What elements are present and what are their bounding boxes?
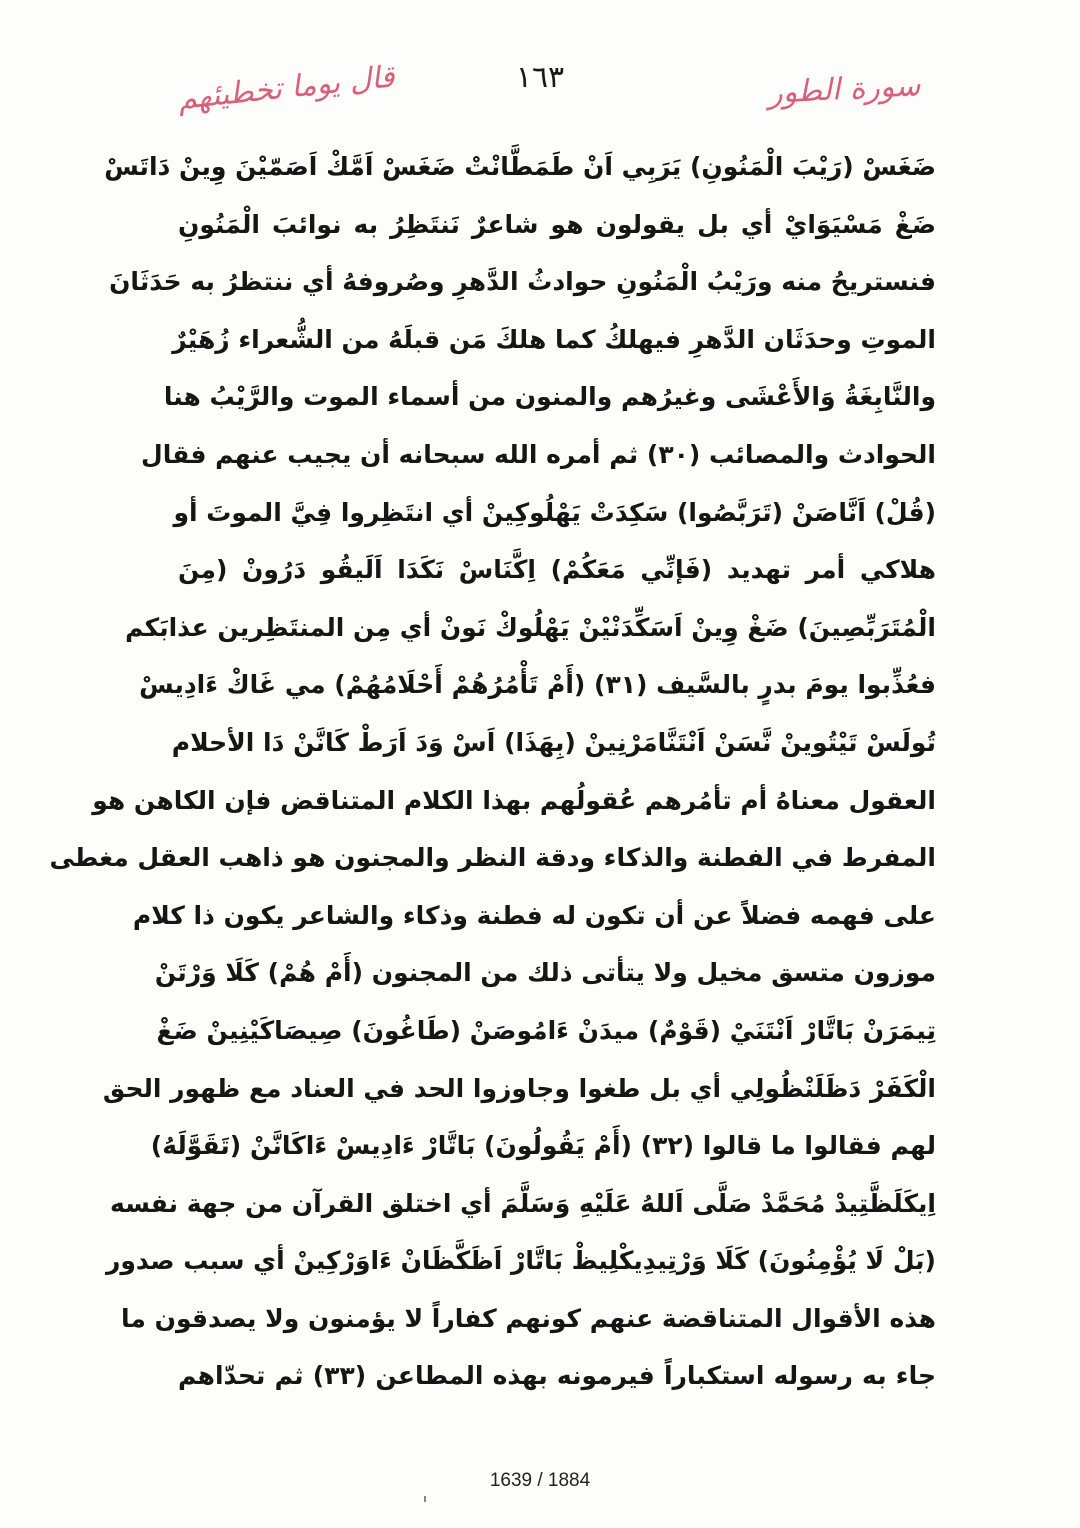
text-line: تُولَسْ تَيْتُوينْ نَّسَنْ اَنْتَنَّامَرْنِينْ (بِهَذَا) اَسْ وَدَ اَرَطْ كَانَّنْ دَا الأحلام (171, 727, 936, 757)
text-line: الموتِ وحدَثَان الدَّهرِ فيهلكُ كما هلكَ مَن قبلَهُ من الشُّعراء زُهَيْرٌ (172, 324, 936, 354)
page-number: ١٦٣ (515, 60, 565, 95)
text-line: ضَغْ مَسْيَوَايْ أي بل يقولون هو شاعرٌ نَنتَظِرُ به نوائبَ الْمَنُونِ (178, 209, 936, 239)
text-line: الحوادث والمصائب (٣٠) ثم أمره الله سبحانه أن يجيب عنهم فقال (141, 439, 936, 469)
scan-speck (424, 1496, 426, 1502)
text-line: (بَلْ لَا يُؤْمِنُونَ) كَلَا وَرْتِيدِيكْلِيظْ بَاتَّارْ اَظَكَّظَانْ ءَاوَرْكِينْ أي سبب صدور (105, 1246, 936, 1276)
text-line: موزون متسق مخيل ولا يتأتى ذلك من المجنون (أَمْ هُمْ) كَلَا وَرْتَنْ (154, 958, 936, 988)
text-line: اِيكَلَظَّتِيدْ مُحَمَّدْ صَلَّى اَللهُ عَلَيْهِ وَسَلَّمَ أي اختلق القرآن من جهة نفسه (110, 1188, 936, 1218)
text-line: الْمُتَرَبِّصِينَ) ضَغْ وِينْ اَسَكِّدَنْيْنْ يَهْلُوكْ نَونْ أي مِن المنتَظِرين عذابَكم (125, 612, 936, 642)
text-line: المفرط في الفطنة والذكاء ودقة النظر والمجنون هو ذاهب العقل مغطى (49, 843, 936, 873)
handwritten-note-left: قال يوما تخطيئهم (176, 59, 397, 117)
text-line: والنَّابِغَةُ وَالأَعْشَى وغيرُهم والمنون من أسماء الموت والرَّيْبُ هنا (163, 382, 936, 412)
text-line: تِيمَرَنْ بَاتَّارْ اَنْتَنَيْ (قَوْمٌ) ميدَنْ ءَامُوصَنْ (طَاغُونَ) صِيصَاكَيْنِينْ ضَغْ (156, 1015, 936, 1045)
text-line: فنستريحُ منه ورَيْبُ الْمَنُونِ حوادثُ الدَّهرِ وصُروفهُ أي ننتظرُ به حَدَثَانَ (109, 267, 936, 297)
text-line: على فهمه فضلاً عن أن تكون له فطنة وذكاء والشاعر يكون ذا كلام (132, 900, 936, 930)
text-line: فعُذِّبوا يومَ بدرٍ بالسَّيف (٣١) (أَمْ تَأْمُرُهُمْ أَحْلَامُهُمْ) مي غَاكْ ءَادِيسْ (139, 670, 936, 700)
text-line: هلاكي أمر تهديد (فَإنِّي مَعَكُمْ) اِكَّنَاسْ نَكَدَا اَلَيقُو دَرُونْ (مِنَ (178, 555, 936, 585)
body-text (49, 138, 936, 1405)
text-line: جاء به رسوله استكباراً فيرمونه بهذه المطاعن (٣٣) ثم تحدّاهم (178, 1361, 936, 1391)
text-line: لهم فقالوا ما قالوا (٣٢) (أَمْ يَقُولُونَ) بَاتَّارْ ءَادِيسْ ءَاكَانَّنْ (تَقَوَّلَهُ) (150, 1131, 936, 1161)
text-line: العقول معناهُ أم تأمُرهم عُقولُهم بهذا الكلام المتناقض فإن الكاهن هو (92, 785, 936, 815)
text-line: الْكَفَرْ دَظَلَنْظُولِي أي بل طغوا وجاوزوا الحد في العناد مع ظهور الحق (102, 1073, 936, 1103)
page-indicator: 1639 / 1884 (489, 1470, 591, 1491)
text-line: ضَغَسْ (رَيْبَ الْمَنُونِ) يَرَبِي اَنْ طَمَطَّانْتْ ضَغَسْ اَمَّكْ اَصَمّيْنَ وِينْ دَاتَسْ (104, 152, 936, 181)
text-line: هذه الأقوال المتناقضة عنهم كونهم كفاراً لا يؤمنون ولا يصدقون ما (121, 1303, 936, 1333)
text-line: (قُلْ) اَنَّاصَنْ (تَرَبَّصُوا) سَكِدَتْ يَهْلُوكِينْ أي انتَظِروا فِيَّ الموتَ أو (173, 497, 936, 527)
handwritten-surah-title: سورة الطور (766, 68, 921, 111)
